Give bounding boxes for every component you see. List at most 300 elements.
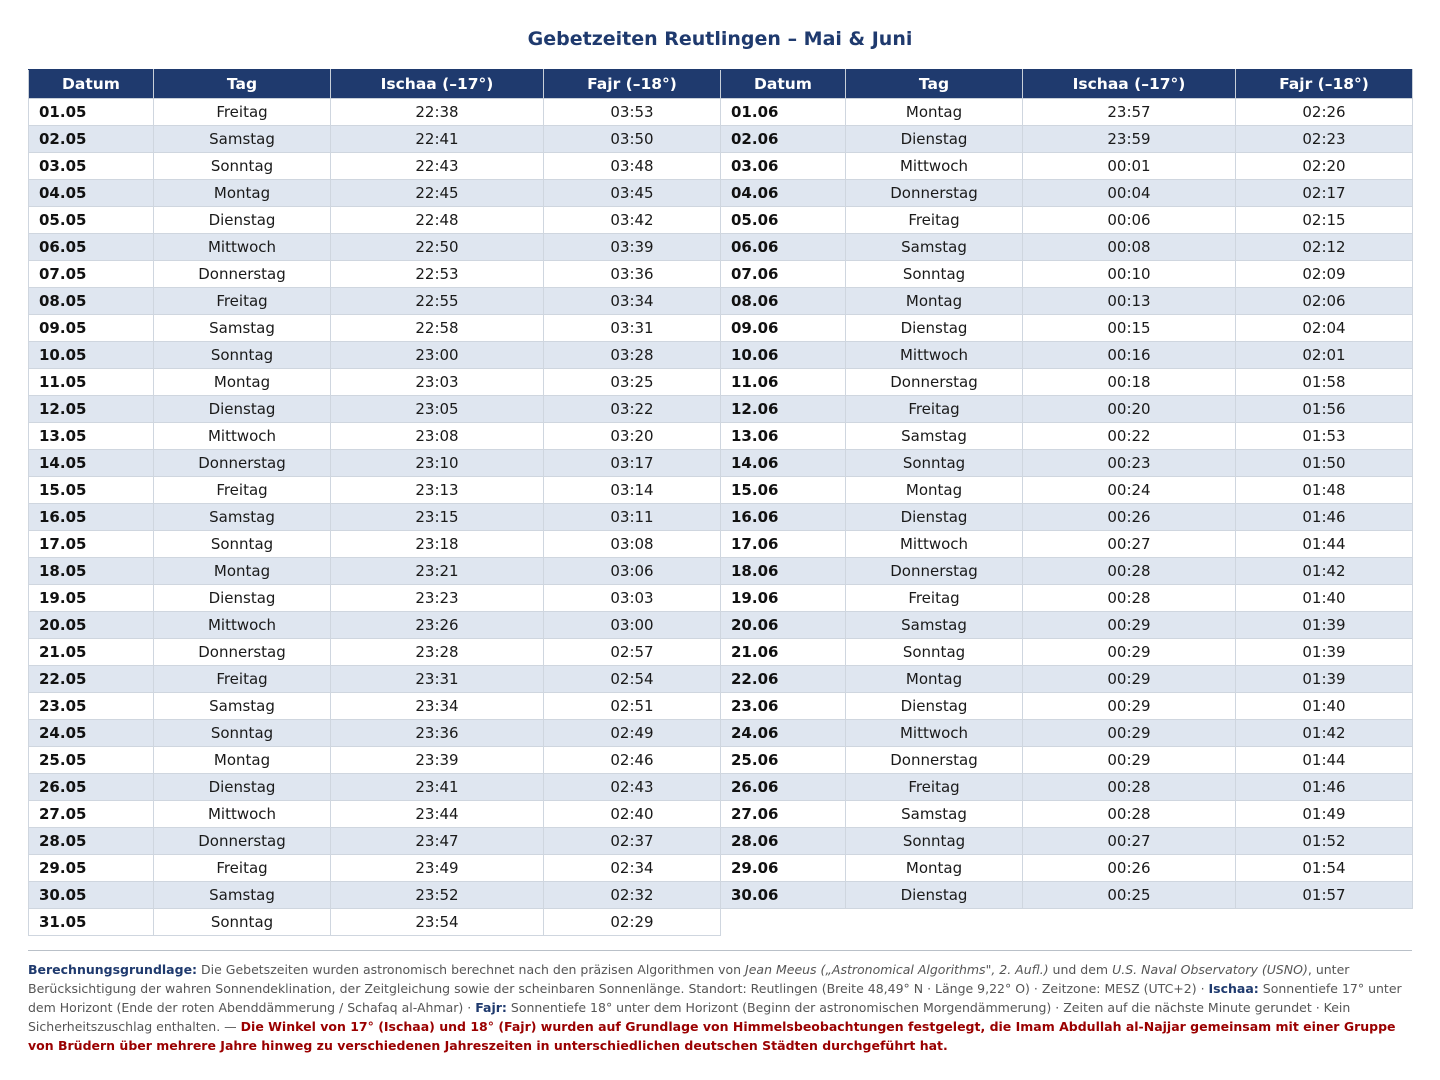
- ischaa-cell: 23:52: [331, 882, 544, 909]
- table-row: [29, 423, 721, 450]
- header-fajr: Fajr (–18°): [1236, 70, 1413, 99]
- ischaa-cell: 23:23: [331, 585, 544, 612]
- fajr-cell: 03:36: [544, 261, 721, 288]
- date-cell: 19.05: [29, 585, 154, 612]
- ischaa-cell: 00:29: [1023, 720, 1236, 747]
- header-tag: Tag: [846, 70, 1023, 99]
- weekday-cell: Mittwoch: [846, 531, 1023, 558]
- table-row: [29, 855, 721, 882]
- table-row: [721, 585, 1413, 612]
- fajr-cell: 01:57: [1236, 882, 1413, 909]
- note-usno: U.S. Naval Observatory (USNO): [1112, 962, 1308, 977]
- date-cell: 22.05: [29, 666, 154, 693]
- ischaa-cell: 00:29: [1023, 693, 1236, 720]
- table-row: [29, 450, 721, 477]
- table-row: [29, 828, 721, 855]
- table-row: [29, 801, 721, 828]
- table-row: [29, 909, 721, 936]
- date-cell: 26.06: [721, 774, 846, 801]
- ischaa-cell: 00:28: [1023, 585, 1236, 612]
- ischaa-cell: 00:28: [1023, 801, 1236, 828]
- weekday-cell: Donnerstag: [846, 369, 1023, 396]
- weekday-cell: Donnerstag: [154, 261, 331, 288]
- fajr-cell: 01:52: [1236, 828, 1413, 855]
- table-row: [29, 504, 721, 531]
- table-row: [29, 153, 721, 180]
- table-row: [721, 828, 1413, 855]
- weekday-cell: Sonntag: [154, 531, 331, 558]
- date-cell: 22.06: [721, 666, 846, 693]
- date-cell: 02.06: [721, 126, 846, 153]
- weekday-cell: Samstag: [154, 504, 331, 531]
- weekday-cell: Sonntag: [154, 153, 331, 180]
- table-row: [721, 558, 1413, 585]
- ischaa-cell: 23:15: [331, 504, 544, 531]
- date-cell: 15.06: [721, 477, 846, 504]
- table-row: [721, 693, 1413, 720]
- may-table: [28, 69, 721, 936]
- date-cell: 13.06: [721, 423, 846, 450]
- table-row: [721, 342, 1413, 369]
- weekday-cell: Freitag: [846, 396, 1023, 423]
- date-cell: 21.05: [29, 639, 154, 666]
- weekday-cell: Dienstag: [846, 315, 1023, 342]
- fajr-cell: 03:34: [544, 288, 721, 315]
- table-row: [721, 315, 1413, 342]
- ischaa-cell: 23:10: [331, 450, 544, 477]
- table-row: [721, 747, 1413, 774]
- table-row: [29, 747, 721, 774]
- fajr-cell: 01:39: [1236, 639, 1413, 666]
- fajr-cell: 03:11: [544, 504, 721, 531]
- table-row: [29, 774, 721, 801]
- fajr-cell: 01:54: [1236, 855, 1413, 882]
- date-cell: 30.05: [29, 882, 154, 909]
- weekday-cell: Freitag: [846, 585, 1023, 612]
- table-row: [721, 207, 1413, 234]
- fajr-cell: 02:51: [544, 693, 721, 720]
- ischaa-cell: 23:44: [331, 801, 544, 828]
- weekday-cell: Sonntag: [154, 909, 331, 936]
- date-cell: 20.05: [29, 612, 154, 639]
- ischaa-cell: 00:29: [1023, 612, 1236, 639]
- date-cell: 09.06: [721, 315, 846, 342]
- ischaa-cell: 00:20: [1023, 396, 1236, 423]
- fajr-cell: 02:20: [1236, 153, 1413, 180]
- note-text: Sonnentiefe 17° unter dem Horizont (Ende der roten Abenddämmerung / Schafaq al-Ahmar) ·: [28, 981, 1402, 1015]
- weekday-cell: Montag: [846, 99, 1023, 126]
- weekday-cell: Sonntag: [154, 342, 331, 369]
- date-cell: 28.06: [721, 828, 846, 855]
- fajr-cell: 02:26: [1236, 99, 1413, 126]
- ischaa-cell: 00:01: [1023, 153, 1236, 180]
- ischaa-cell: 22:50: [331, 234, 544, 261]
- table-header-row: [721, 70, 1413, 99]
- table-row: [721, 774, 1413, 801]
- weekday-cell: Mittwoch: [846, 720, 1023, 747]
- fajr-cell: 03:03: [544, 585, 721, 612]
- weekday-cell: Mittwoch: [846, 342, 1023, 369]
- note-text: , unter Berücksichtigung der wahren Sonnendeklination, der Zeitgleichung sowie der scheinbaren Sonnenlänge. Standort: Reutlingen (Breite 48,49° N · Länge 9,22° O) · Zeitzone: MESZ (UTC+2) ·: [28, 962, 1350, 996]
- table-row: [29, 558, 721, 585]
- ischaa-cell: 00:04: [1023, 180, 1236, 207]
- ischaa-cell: 23:41: [331, 774, 544, 801]
- table-row: [29, 234, 721, 261]
- table-row: [721, 639, 1413, 666]
- fajr-cell: 01:46: [1236, 504, 1413, 531]
- table-row: [721, 720, 1413, 747]
- ischaa-cell: 00:27: [1023, 531, 1236, 558]
- weekday-cell: Dienstag: [154, 774, 331, 801]
- ischaa-cell: 23:59: [1023, 126, 1236, 153]
- date-cell: 17.05: [29, 531, 154, 558]
- header-fajr: Fajr (–18°): [544, 70, 721, 99]
- fajr-cell: 02:43: [544, 774, 721, 801]
- ischaa-cell: 23:00: [331, 342, 544, 369]
- date-cell: 11.05: [29, 369, 154, 396]
- fajr-cell: 02:01: [1236, 342, 1413, 369]
- weekday-cell: Montag: [154, 558, 331, 585]
- fajr-cell: 02:06: [1236, 288, 1413, 315]
- weekday-cell: Samstag: [154, 882, 331, 909]
- weekday-cell: Sonntag: [846, 450, 1023, 477]
- fajr-cell: 02:12: [1236, 234, 1413, 261]
- note-meeus: Jean Meeus („Astronomical Algorithms", 2. Aufl.): [745, 962, 1049, 977]
- fajr-cell: 02:40: [544, 801, 721, 828]
- date-cell: 09.05: [29, 315, 154, 342]
- fajr-cell: 02:29: [544, 909, 721, 936]
- ischaa-cell: 00:18: [1023, 369, 1236, 396]
- date-cell: 10.05: [29, 342, 154, 369]
- date-cell: 02.05: [29, 126, 154, 153]
- fajr-cell: 01:42: [1236, 558, 1413, 585]
- weekday-cell: Sonntag: [154, 720, 331, 747]
- note-label-basis: Berechnungsgrundlage:: [28, 962, 198, 977]
- page-title: Gebetzeiten Reutlingen – Mai & Juni: [527, 28, 913, 50]
- weekday-cell: Dienstag: [846, 126, 1023, 153]
- ischaa-cell: 22:43: [331, 153, 544, 180]
- date-cell: 18.05: [29, 558, 154, 585]
- date-cell: 20.06: [721, 612, 846, 639]
- weekday-cell: Dienstag: [846, 693, 1023, 720]
- table-row: [721, 477, 1413, 504]
- fajr-cell: 03:45: [544, 180, 721, 207]
- fajr-cell: 03:00: [544, 612, 721, 639]
- ischaa-cell: 22:48: [331, 207, 544, 234]
- ischaa-cell: 00:25: [1023, 882, 1236, 909]
- ischaa-cell: 23:36: [331, 720, 544, 747]
- table-row: [721, 261, 1413, 288]
- weekday-cell: Mittwoch: [846, 153, 1023, 180]
- table-row: [721, 666, 1413, 693]
- date-cell: 12.05: [29, 396, 154, 423]
- table-row: [29, 693, 721, 720]
- date-cell: 12.06: [721, 396, 846, 423]
- note-text: Die Gebetszeiten wurden astronomisch berechnet nach den präzisen Algorithmen von: [197, 962, 746, 977]
- weekday-cell: Montag: [154, 369, 331, 396]
- table-row: [29, 477, 721, 504]
- fajr-cell: 01:53: [1236, 423, 1413, 450]
- fajr-cell: 01:39: [1236, 666, 1413, 693]
- fajr-cell: 03:17: [544, 450, 721, 477]
- table-row: [29, 882, 721, 909]
- fajr-cell: 03:42: [544, 207, 721, 234]
- table-row: [721, 99, 1413, 126]
- weekday-cell: Mittwoch: [154, 801, 331, 828]
- table-row: [29, 99, 721, 126]
- date-cell: 31.05: [29, 909, 154, 936]
- date-cell: 15.05: [29, 477, 154, 504]
- fajr-cell: 03:53: [544, 99, 721, 126]
- header-datum: Datum: [721, 70, 846, 99]
- ischaa-cell: 23:08: [331, 423, 544, 450]
- date-cell: 29.05: [29, 855, 154, 882]
- note-text: und dem: [1048, 962, 1113, 977]
- table-row: [721, 801, 1413, 828]
- date-cell: 27.06: [721, 801, 846, 828]
- weekday-cell: Montag: [846, 477, 1023, 504]
- ischaa-cell: 00:29: [1023, 747, 1236, 774]
- weekday-cell: Samstag: [846, 612, 1023, 639]
- weekday-cell: Montag: [846, 288, 1023, 315]
- ischaa-cell: 00:29: [1023, 666, 1236, 693]
- table-row: [721, 504, 1413, 531]
- ischaa-cell: 00:27: [1023, 828, 1236, 855]
- note-text: Sonnentiefe 18° unter dem Horizont (Beginn der astronomischen Morgendämmerung) · Zeiten auf die nächste Minute gerundet · Kein Sicherheitszuschlag enthalten. —: [28, 1000, 1351, 1034]
- weekday-cell: Montag: [154, 180, 331, 207]
- date-cell: 23.06: [721, 693, 846, 720]
- fajr-cell: 02:57: [544, 639, 721, 666]
- date-cell: 21.06: [721, 639, 846, 666]
- table-row: [29, 180, 721, 207]
- ischaa-cell: 00:28: [1023, 558, 1236, 585]
- weekday-cell: Donnerstag: [846, 747, 1023, 774]
- fajr-cell: 01:50: [1236, 450, 1413, 477]
- ischaa-cell: 00:06: [1023, 207, 1236, 234]
- date-cell: 30.06: [721, 882, 846, 909]
- ischaa-cell: 22:38: [331, 99, 544, 126]
- ischaa-cell: 23:18: [331, 531, 544, 558]
- table-row: [721, 882, 1413, 909]
- ischaa-cell: 22:41: [331, 126, 544, 153]
- table-row: [721, 423, 1413, 450]
- fajr-cell: 03:22: [544, 396, 721, 423]
- ischaa-cell: 22:55: [331, 288, 544, 315]
- weekday-cell: Freitag: [154, 855, 331, 882]
- weekday-cell: Samstag: [154, 693, 331, 720]
- weekday-cell: Sonntag: [846, 261, 1023, 288]
- date-cell: 03.06: [721, 153, 846, 180]
- weekday-cell: Dienstag: [846, 504, 1023, 531]
- ischaa-cell: 00:26: [1023, 855, 1236, 882]
- header-tag: Tag: [154, 70, 331, 99]
- weekday-cell: Freitag: [846, 774, 1023, 801]
- table-header-row: [29, 70, 721, 99]
- date-cell: 06.05: [29, 234, 154, 261]
- weekday-cell: Freitag: [154, 99, 331, 126]
- date-cell: 06.06: [721, 234, 846, 261]
- date-cell: 04.06: [721, 180, 846, 207]
- weekday-cell: Mittwoch: [154, 423, 331, 450]
- weekday-cell: Samstag: [154, 126, 331, 153]
- ischaa-cell: 23:39: [331, 747, 544, 774]
- date-cell: 17.06: [721, 531, 846, 558]
- note-label-fajr: Fajr:: [475, 1000, 507, 1015]
- weekday-cell: Samstag: [846, 801, 1023, 828]
- table-row: [29, 126, 721, 153]
- ischaa-cell: 00:26: [1023, 504, 1236, 531]
- date-cell: 24.06: [721, 720, 846, 747]
- ischaa-cell: 22:45: [331, 180, 544, 207]
- date-cell: 16.05: [29, 504, 154, 531]
- date-cell: 14.05: [29, 450, 154, 477]
- ischaa-cell: 00:13: [1023, 288, 1236, 315]
- ischaa-cell: 22:53: [331, 261, 544, 288]
- table-row: [721, 126, 1413, 153]
- fajr-cell: 02:17: [1236, 180, 1413, 207]
- date-cell: 19.06: [721, 585, 846, 612]
- ischaa-cell: 23:05: [331, 396, 544, 423]
- date-cell: 26.05: [29, 774, 154, 801]
- date-cell: 08.06: [721, 288, 846, 315]
- ischaa-cell: 23:54: [331, 909, 544, 936]
- table-row: [29, 531, 721, 558]
- table-row: [29, 396, 721, 423]
- fajr-cell: 02:15: [1236, 207, 1413, 234]
- fajr-cell: 02:04: [1236, 315, 1413, 342]
- header-ischaa: Ischaa (–17°): [331, 70, 544, 99]
- weekday-cell: Donnerstag: [846, 558, 1023, 585]
- table-row: [29, 612, 721, 639]
- weekday-cell: Sonntag: [846, 639, 1023, 666]
- table-row: [29, 261, 721, 288]
- date-cell: 08.05: [29, 288, 154, 315]
- fajr-cell: 03:06: [544, 558, 721, 585]
- date-cell: 10.06: [721, 342, 846, 369]
- date-cell: 25.05: [29, 747, 154, 774]
- table-row: [721, 612, 1413, 639]
- weekday-cell: Dienstag: [154, 585, 331, 612]
- ischaa-cell: 23:34: [331, 693, 544, 720]
- fajr-cell: 01:39: [1236, 612, 1413, 639]
- fajr-cell: 03:20: [544, 423, 721, 450]
- weekday-cell: Samstag: [846, 234, 1023, 261]
- weekday-cell: Freitag: [154, 288, 331, 315]
- date-cell: 11.06: [721, 369, 846, 396]
- table-row: [29, 207, 721, 234]
- weekday-cell: Dienstag: [154, 207, 331, 234]
- june-table: [720, 69, 1413, 909]
- table-row: [29, 720, 721, 747]
- date-cell: 04.05: [29, 180, 154, 207]
- table-row: [721, 396, 1413, 423]
- fajr-cell: 01:40: [1236, 585, 1413, 612]
- ischaa-cell: 23:28: [331, 639, 544, 666]
- fajr-cell: 02:54: [544, 666, 721, 693]
- weekday-cell: Sonntag: [846, 828, 1023, 855]
- date-cell: 07.06: [721, 261, 846, 288]
- header-ischaa: Ischaa (–17°): [1023, 70, 1236, 99]
- fajr-cell: 02:46: [544, 747, 721, 774]
- date-cell: 13.05: [29, 423, 154, 450]
- table-row: [29, 315, 721, 342]
- ischaa-cell: 00:08: [1023, 234, 1236, 261]
- date-cell: 07.05: [29, 261, 154, 288]
- fajr-cell: 03:28: [544, 342, 721, 369]
- table-row: [721, 855, 1413, 882]
- fajr-cell: 02:37: [544, 828, 721, 855]
- ischaa-cell: 23:31: [331, 666, 544, 693]
- fajr-cell: 01:56: [1236, 396, 1413, 423]
- fajr-cell: 02:32: [544, 882, 721, 909]
- date-cell: 23.05: [29, 693, 154, 720]
- ischaa-cell: 22:58: [331, 315, 544, 342]
- fajr-cell: 02:23: [1236, 126, 1413, 153]
- weekday-cell: Donnerstag: [154, 828, 331, 855]
- divider: [28, 950, 1412, 951]
- weekday-cell: Montag: [846, 666, 1023, 693]
- ischaa-cell: 23:47: [331, 828, 544, 855]
- fajr-cell: 01:49: [1236, 801, 1413, 828]
- date-cell: 05.06: [721, 207, 846, 234]
- weekday-cell: Donnerstag: [154, 639, 331, 666]
- ischaa-cell: 00:16: [1023, 342, 1236, 369]
- weekday-cell: Donnerstag: [846, 180, 1023, 207]
- ischaa-cell: 00:29: [1023, 639, 1236, 666]
- weekday-cell: Donnerstag: [154, 450, 331, 477]
- fajr-cell: 03:08: [544, 531, 721, 558]
- table-row: [721, 234, 1413, 261]
- ischaa-cell: 23:49: [331, 855, 544, 882]
- note-label-ischaa: Ischaa:: [1208, 981, 1259, 996]
- ischaa-cell: 23:03: [331, 369, 544, 396]
- weekday-cell: Freitag: [154, 477, 331, 504]
- table-row: [721, 153, 1413, 180]
- ischaa-cell: 00:10: [1023, 261, 1236, 288]
- table-row: [29, 369, 721, 396]
- date-cell: 16.06: [721, 504, 846, 531]
- table-row: [721, 531, 1413, 558]
- date-cell: 14.06: [721, 450, 846, 477]
- note-warning: Die Winkel von 17° (Ischaa) und 18° (Fajr) wurden auf Grundlage von Himmelsbeobachtungen festgelegt, die Imam Abdullah al-Najjar gemeinsam mit einer Gruppe von Brüdern über mehrere Jahre hinweg zu verschiedenen Jahreszeiten in unterschiedlichen deutschen Städten durchgeführt hat.: [28, 1019, 1396, 1053]
- date-cell: 05.05: [29, 207, 154, 234]
- fajr-cell: 03:39: [544, 234, 721, 261]
- date-cell: 29.06: [721, 855, 846, 882]
- date-cell: 01.06: [721, 99, 846, 126]
- fajr-cell: 01:40: [1236, 693, 1413, 720]
- ischaa-cell: 23:13: [331, 477, 544, 504]
- fajr-cell: 03:48: [544, 153, 721, 180]
- fajr-cell: 02:34: [544, 855, 721, 882]
- ischaa-cell: 23:21: [331, 558, 544, 585]
- table-row: [721, 450, 1413, 477]
- fajr-cell: 02:09: [1236, 261, 1413, 288]
- table-row: [29, 288, 721, 315]
- weekday-cell: Mittwoch: [154, 612, 331, 639]
- table-row: [29, 666, 721, 693]
- fajr-cell: 01:44: [1236, 531, 1413, 558]
- fajr-cell: 01:58: [1236, 369, 1413, 396]
- weekday-cell: Samstag: [846, 423, 1023, 450]
- weekday-cell: Dienstag: [846, 882, 1023, 909]
- date-cell: 03.05: [29, 153, 154, 180]
- calculation-note: [28, 960, 1412, 1055]
- weekday-cell: Montag: [846, 855, 1023, 882]
- header-datum: Datum: [29, 70, 154, 99]
- date-cell: 01.05: [29, 99, 154, 126]
- fajr-cell: 01:42: [1236, 720, 1413, 747]
- fajr-cell: 03:14: [544, 477, 721, 504]
